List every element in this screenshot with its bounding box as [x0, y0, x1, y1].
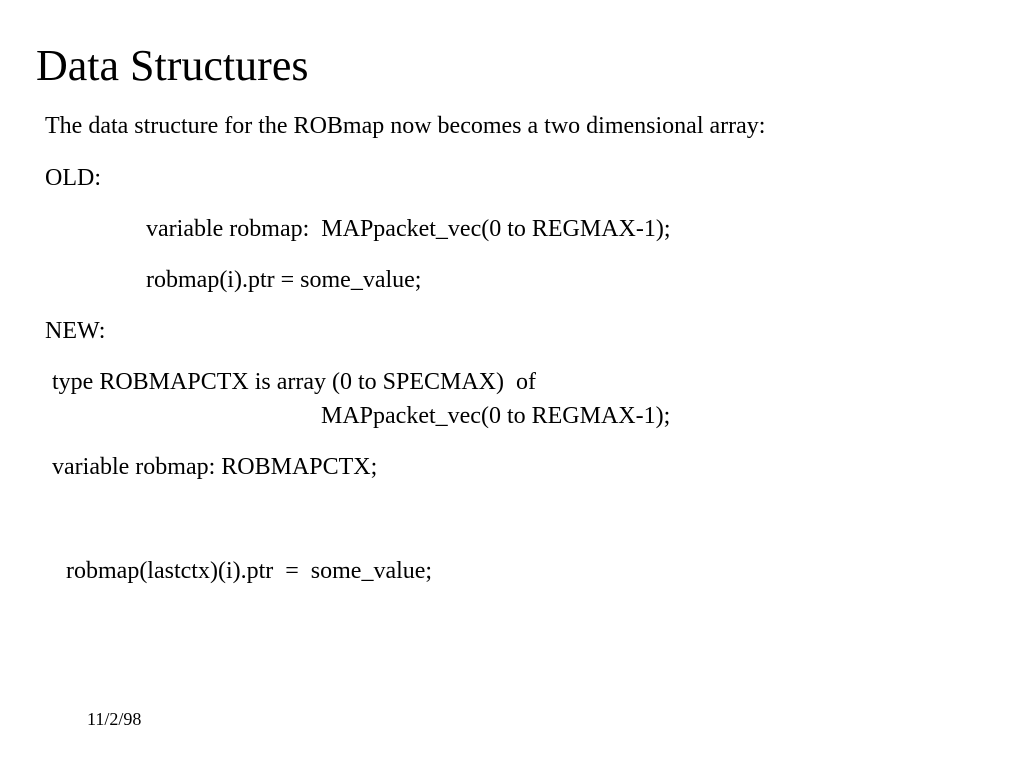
- old-label: OLD:: [45, 165, 101, 191]
- intro-text: The data structure for the ROBmap now becomes a two dimensional array:: [45, 113, 766, 139]
- old-assignment-line: robmap(i).ptr = some_value;: [146, 267, 422, 293]
- old-declaration-line: variable robmap: MAPpacket_vec(0 to REGMAX-1);: [146, 216, 671, 242]
- new-label: NEW:: [45, 318, 106, 344]
- new-type-declaration-line-2: MAPpacket_vec(0 to REGMAX-1);: [321, 403, 671, 429]
- footer-date: 11/2/98: [87, 709, 142, 729]
- slide-title: Data Structures: [36, 41, 309, 90]
- new-assignment-line: robmap(lastctx)(i).ptr = some_value;: [66, 558, 433, 584]
- new-variable-declaration-line: variable robmap: ROBMAPCTX;: [52, 454, 378, 480]
- new-type-declaration-line-1: type ROBMAPCTX is array (0 to SPECMAX) of: [52, 369, 536, 395]
